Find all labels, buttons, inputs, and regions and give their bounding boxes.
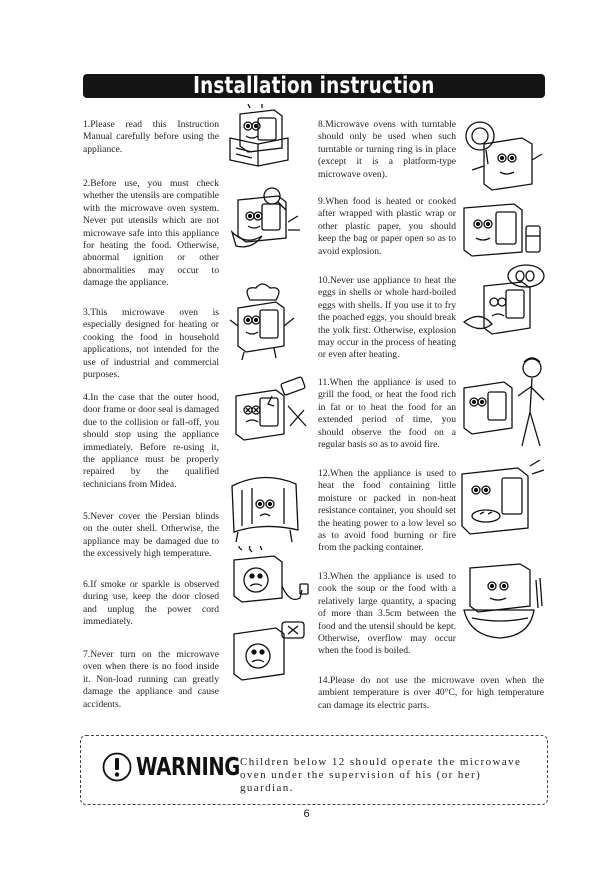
warning-text: Children below 12 should operate the microwave oven under the supervision of his (or her) guardian.	[240, 756, 522, 794]
oven-reading-manual-illustration	[228, 104, 302, 170]
instruction-9: 9.When food is heated or cooked after wrapped with plastic wrap or other plastic paper, you should keep the bag or paper open so as to avoid explosion.	[318, 196, 456, 257]
smoking-oven-unplugged-illustration	[228, 546, 312, 612]
oven-soup-bowl-illustration	[460, 560, 546, 640]
instruction-1: 1.Please read this Instruction Manual carefully before using the appliance.	[83, 119, 219, 155]
plastic-wrap-oven-illustration	[460, 196, 546, 266]
instruction-2: 2.Before use, you must check whether the utensils are compatible with the microwave oven system. Never put utensils which are not microwave safe into this appliance for heating the food. Otherwise, abnormal ignition or other abnormalities may occur to damage the appliance.	[83, 178, 219, 289]
page-number: 6	[303, 808, 310, 820]
instruction-5: 5.Never cover the Persian blinds on the outer shell. Otherwise, the appliance may be damaged due to the excessively high temperature.	[83, 511, 219, 560]
instruction-14: 14.Please do not use the microwave oven when the ambient temperature is over 40°C, for high temperature can damage its electric parts.	[318, 675, 544, 711]
instruction-4: 4.In the case that the outer hood, door frame or door seal is damaged due to the collision or fall-off, you should stop using the appliance immediately. Before re-using it, the appliance must be properly repaired by the qualified technicians from Midea.	[83, 392, 219, 490]
exclamation-icon	[102, 752, 132, 782]
instruction-3: 3.This microwave oven is especially designed for heating or cooking the food in household applications, not intended for the use of industrial and commercial purposes.	[83, 307, 219, 381]
instruction-12: 12.When the appliance is used to heat the food containing little moisture or packed in non-heat resistance container, you should set the heating power to a low level so as to avoid food burning or fire from the packing container.	[318, 468, 456, 554]
instruction-6: 6.If smoke or sparkle is observed during use, keep the door closed and unplug the power cord immediately.	[83, 579, 219, 628]
instruction-8: 8.Microwave ovens with turntable should only be used when such turntable or turning ring is in place (except it is a platform-type microwave oven).	[318, 119, 456, 180]
damaged-oven-illustration	[228, 376, 310, 448]
oven-checking-utensils-illustration	[228, 186, 304, 258]
oven-turntable-illustration	[460, 110, 548, 198]
instruction-7: 7.Never turn on the microwave oven when there is no food inside it. Non-load running can greatly damage the appliance and cause accidents.	[83, 649, 219, 710]
oven-low-power-illustration	[460, 460, 546, 544]
instruction-11: 11.When the appliance is used to grill the food, or heat the food rich in fat or to heat the food for an extended period of time, you should observe the food on a regular basis so as to avoid fire.	[318, 377, 456, 451]
instruction-13: 13.When the appliance is used to cook the soup or the food with a relatively large quantity, a spacing of more than 3.5cm between the food and the utensil should be kept. Otherwise, overflow may occur when the food is boiled.	[318, 571, 456, 657]
page-title: Installation instruction	[193, 73, 435, 99]
title-bar	[83, 74, 545, 98]
oven-woman-observing-illustration	[460, 352, 552, 448]
eggs-oven-illustration	[460, 262, 548, 348]
instruction-10: 10.Never use appliance to heat the eggs in shells or whole hard-boiled eggs with shells. If you use it to fry the poached eggs, you should break the yolk first. Otherwise, explosion may occur in the process of heating or even after heating.	[318, 275, 456, 361]
warning-label: WARNING	[136, 752, 240, 781]
oven-chef-illustration	[228, 282, 298, 362]
covered-oven-illustration	[228, 470, 302, 546]
empty-oven-illustration	[228, 618, 308, 686]
